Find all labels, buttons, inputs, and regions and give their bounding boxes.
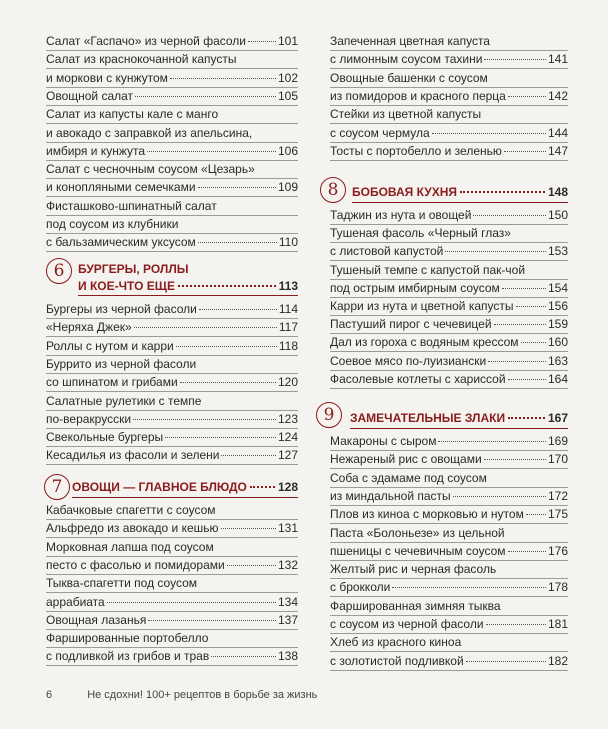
toc-entry-page: 131 [277,521,298,536]
toc-entry[interactable] [46,302,298,316]
toc-entry[interactable] [330,452,568,466]
row-divider [330,388,568,389]
toc-entry[interactable] [330,635,568,649]
toc-entry-text: Тосты с портобелло и зеленью [330,143,502,158]
row-divider [330,542,568,543]
toc-entry-text: Буррито из черной фасоли [46,356,197,371]
toc-entry-text: Кабачковые спагетти с соусом [46,503,216,517]
row-divider [330,160,568,161]
row-divider [46,142,298,143]
dot-leader [147,151,276,152]
row-divider [330,523,568,524]
chapter-title: ЗАМЕЧАТЕЛЬНЫЕ ЗЛАКИ [350,411,506,425]
chapter-page: 167 [547,411,568,425]
toc-entry-text: Желтый рис и черная фасоль [330,562,497,577]
toc-entry[interactable] [46,144,298,158]
toc-entry-page: 132 [277,557,298,572]
row-divider [46,105,298,106]
page-number: 6 [46,689,53,701]
toc-entry-text: с подливкой из грибов и трав [46,649,210,664]
chapter-rule [78,295,298,296]
toc-entry[interactable] [330,226,568,240]
row-divider [46,592,298,593]
chapter-rule [350,428,568,429]
dot-leader [453,496,546,497]
row-divider [330,333,568,334]
toc-entry[interactable] [330,52,568,66]
row-divider [46,336,298,337]
row-divider [330,224,568,225]
row-divider [330,68,568,69]
toc-entry-page: 150 [547,208,568,222]
chapter-title-cont: И КОЕ-ЧТО ЕЩЕ [78,279,175,293]
toc-entry[interactable] [46,89,298,103]
dot-leader [508,96,546,97]
toc-entry[interactable] [46,631,298,645]
toc-entry-text: Запеченная цветная капуста [330,34,490,48]
toc-entry-page: 141 [547,52,568,67]
toc-entry-page: 101 [277,34,298,48]
toc-entry-page: 138 [277,649,298,664]
toc-entry-text: с золотистой подливкой [330,653,464,668]
row-divider [330,105,568,106]
dot-leader [180,382,276,383]
dot-leader [248,41,276,42]
row-divider [46,446,298,447]
row-divider [46,537,298,538]
toc-entry-text: Овощные башенки с соусом [330,70,488,85]
toc-entry-page: 137 [277,612,298,627]
toc-entry-text: с соусом из черной фасоли [330,617,484,631]
row-divider [46,611,298,612]
toc-entry[interactable] [330,507,568,521]
dot-leader [199,309,277,310]
toc-entry[interactable] [46,576,298,590]
row-divider [330,50,568,51]
dot-leader [438,441,545,442]
dot-leader [227,565,276,566]
chapter-page: 148 [547,185,568,199]
dot-leader [484,459,546,460]
toc-entry-text: Паста «Болоньезе» из цельной [330,525,505,540]
row-divider [330,260,568,261]
toc-entry-text: с листовой капустой [330,244,444,259]
toc-entry-text: Хлеб из красного киноа [330,635,462,650]
toc-entry-text: Салат из капусты кале с манго [46,107,219,122]
toc-entry-text: Макароны с сыром [330,434,437,448]
toc-entry[interactable] [330,89,568,103]
row-divider [46,87,298,88]
toc-entry[interactable] [46,558,298,572]
toc-entry[interactable] [46,649,298,663]
dot-leader [165,437,276,438]
toc-entry[interactable] [46,126,298,140]
toc-entry[interactable] [46,540,298,554]
dot-leader [135,96,276,97]
dot-leader [508,417,545,419]
toc-entry-text: и конопляными семечками [46,180,196,195]
row-divider [46,50,298,51]
dot-leader [494,324,546,325]
chapter-title-line [72,480,298,494]
toc-entry-page: 169 [547,434,568,448]
dot-leader [107,602,276,603]
toc-entry[interactable] [330,263,568,277]
row-divider [46,556,298,557]
row-divider [46,178,298,179]
dot-leader [508,551,546,552]
row-divider [330,297,568,298]
toc-entry-text: Дал из гороха с водяным крессом [330,335,519,350]
toc-entry-text: под соусом из клубники [46,217,179,231]
toc-entry-page: 154 [547,280,568,295]
toc-entry[interactable] [46,34,298,48]
toc-entry-text: Салат с чесночным соусом «Цезарь» [46,162,255,177]
row-divider [46,464,298,465]
toc-entry-text: пшеницы с чечевичным соусом [330,543,506,558]
toc-entry[interactable] [46,339,298,353]
toc-entry[interactable] [46,448,298,462]
row-divider [46,215,298,216]
dot-leader [526,514,546,515]
chapter-number-badge: 7 [44,474,70,500]
dot-leader [504,151,546,152]
toc-entry[interactable] [46,613,298,627]
dot-leader [176,346,277,347]
dot-leader [432,133,546,134]
toc-entry-text: Фасолевые котлеты с хариссой [330,371,506,386]
row-divider [46,410,298,411]
toc-entry-text: Овощная лазанья [46,612,147,627]
toc-entry-text: Нежареный рис с овощами [330,452,482,467]
toc-entry-page: 170 [547,452,568,467]
toc-entry[interactable] [46,521,298,535]
row-divider [46,665,298,666]
toc-entry-text: Роллы с нутом и карри [46,338,174,353]
dot-leader [508,379,546,380]
toc-entry[interactable] [330,526,568,540]
chapter-page: 128 [277,480,298,494]
row-divider [330,142,568,143]
row-divider [46,373,298,374]
toc-entry[interactable] [46,71,298,85]
dot-leader [198,242,277,243]
toc-entry-page: 120 [277,375,298,390]
toc-entry-page: 147 [547,143,568,158]
chapter-title-line [352,185,568,199]
toc-entry[interactable] [330,471,568,485]
toc-entry[interactable] [46,107,298,121]
toc-entry-text: Тушеный темпе с капустой пак-чой [330,262,526,277]
dot-leader [134,327,277,328]
toc-entry-text: Свекольные бургеры [46,430,164,445]
chapter-number-badge: 9 [316,402,342,428]
toc-entry[interactable] [46,412,298,426]
toc-entry-text: аррабиата [46,594,105,609]
toc-entry-page: 144 [547,125,568,140]
toc-entry[interactable] [330,372,568,386]
toc-entry[interactable] [330,489,568,503]
toc-entry-text: с бальзамическим уксусом [46,235,196,250]
dot-leader [170,78,276,79]
row-divider [330,351,568,352]
toc-entry-text: по-веракрусски [46,411,132,426]
dot-leader [502,288,546,289]
row-divider [330,123,568,124]
toc-entry-page: 123 [277,411,298,426]
toc-entry-text: с брокколи [330,580,391,595]
dot-leader [460,191,545,193]
toc-entry-page: 164 [547,371,568,386]
chapter-page: 113 [278,279,298,293]
dot-leader [516,306,546,307]
toc-entry-text: Кесадилья из фасоли и зелени [46,448,220,463]
toc-entry-text: Плов из киноа с морковью и нутом [330,507,524,522]
toc-entry-text: Соевое мясо по-луизиански [330,353,487,368]
toc-entry-text: Тушеная фасоль «Черный глаз» [330,226,511,241]
toc-entry[interactable] [46,235,298,249]
row-divider [46,574,298,575]
toc-entry[interactable] [330,544,568,558]
toc-entry-text: Морковная лапша под соусом [46,539,214,554]
toc-entry[interactable] [46,394,298,408]
toc-entry-text: Карри из нута и цветной капусты [330,299,514,313]
toc-entry[interactable] [330,599,568,613]
toc-entry-page: 142 [547,88,568,103]
dot-leader [250,486,275,488]
row-divider [46,68,298,69]
toc-entry[interactable] [330,317,568,331]
dot-leader [133,419,276,420]
dot-leader [466,661,546,662]
toc-entry-text: Фаршированные портобелло [46,631,209,646]
toc-entry[interactable] [46,357,298,371]
row-divider [330,615,568,616]
toc-entry-page: 106 [277,143,298,158]
dot-leader [484,59,546,60]
toc-entry[interactable] [330,126,568,140]
toc-entry-page: 105 [277,88,298,103]
toc-entry[interactable] [330,281,568,295]
row-divider [330,670,568,671]
toc-entry-page: 181 [547,617,568,631]
toc-entry-text: с соусом чермула [330,125,430,140]
toc-entry[interactable] [330,654,568,668]
row-divider [46,251,298,252]
toc-entry-page: 160 [547,335,568,350]
toc-entry[interactable] [330,434,568,448]
chapter-title: ОВОЩИ — ГЛАВНОЕ БЛЮДО [72,480,247,494]
toc-entry[interactable] [330,208,568,222]
row-divider [330,468,568,469]
toc-entry-text: Овощной салат [46,88,134,103]
toc-entry-text: имбиря и кунжута [46,143,146,158]
toc-entry-page: 153 [547,244,568,259]
toc-entry-page: 176 [547,543,568,558]
chapter-rule [352,202,568,203]
row-divider [46,160,298,161]
dot-leader [445,251,546,252]
row-divider [330,560,568,561]
dot-leader [221,528,276,529]
toc-entry-page: 109 [277,180,298,195]
row-divider [330,651,568,652]
toc-entry-page: 156 [547,299,568,313]
row-divider [330,242,568,243]
toc-entry[interactable] [330,617,568,631]
toc-entry-text: Фисташково-шпинатный салат [46,198,217,213]
toc-entry-page: 182 [547,653,568,668]
toc-entry-page: 178 [547,580,568,595]
toc-entry-text: Таджин из нута и овощей [330,208,472,222]
chapter-title-line [78,279,298,293]
toc-entry-page: 118 [278,338,298,353]
toc-entry-text: и моркови с кунжутом [46,70,168,85]
row-divider [46,123,298,124]
toc-entry-text: Пастуший пирог с чечевицей [330,317,492,332]
row-divider [46,629,298,630]
dot-leader [521,342,546,343]
toc-entry-text: Салат «Гаспачо» из черной фасоли [46,34,247,48]
row-divider [46,391,298,392]
toc-entry[interactable] [330,71,568,85]
dot-leader [198,187,276,188]
toc-entry-text: Бургеры из черной фасоли [46,302,197,316]
chapter-number-badge: 8 [320,177,346,203]
row-divider [330,87,568,88]
toc-entry-page: 159 [547,317,568,332]
row-divider [46,647,298,648]
row-divider [46,355,298,356]
toc-entry[interactable] [46,595,298,609]
row-divider [46,233,298,234]
toc-entry-text: Соба с эдамаме под соусом [330,470,487,485]
dot-leader [473,215,546,216]
dot-leader [486,624,546,625]
toc-entry-text: Фаршированная зимняя тыква [330,598,501,613]
toc-entry[interactable] [46,180,298,194]
chapter-rule [72,497,298,498]
toc-entry-text: песто с фасолью и помидорами [46,557,225,572]
chapter-title-line [350,411,568,425]
toc-entry[interactable] [46,199,298,213]
dot-leader [488,361,546,362]
toc-entry-page: 134 [277,594,298,609]
toc-entry[interactable] [330,299,568,313]
row-divider [330,505,568,506]
dot-leader [211,656,276,657]
toc-entry-page: 114 [278,302,298,316]
row-divider [330,596,568,597]
chapter-title: БОБОВАЯ КУХНЯ [352,185,457,199]
row-divider [330,370,568,371]
toc-entry-text: Стейки из цветной капусты [330,107,482,122]
row-divider [330,450,568,451]
row-divider [330,487,568,488]
toc-entry-page: 102 [277,70,298,85]
toc-entry-page: 124 [277,430,298,445]
toc-entry-page: 172 [547,488,568,503]
row-divider [330,633,568,634]
row-divider [46,196,298,197]
row-divider [330,279,568,280]
dot-leader [221,455,275,456]
toc-entry-text: «Неряха Джек» [46,320,132,335]
toc-entry-text: под острым имбирным соусом [330,280,500,295]
toc-entry[interactable] [46,503,298,517]
toc-entry[interactable] [330,34,568,48]
toc-entry-text: со шпинатом и грибами [46,375,178,390]
page-footer [46,689,317,701]
chapter-title: БУРГЕРЫ, РОЛЛЫ [78,262,189,276]
toc-entry-text: Салатные рулетики с темпе [46,393,202,408]
toc-entry-page: 110 [278,235,298,250]
toc-entry-text: с лимонным соусом тахини [330,52,483,67]
book-title: Не сдохни! 100+ рецептов в борьбе за жизнь [87,689,318,701]
toc-entry[interactable] [330,107,568,121]
toc-entry[interactable] [330,144,568,158]
toc-entry[interactable] [330,244,568,258]
toc-entry[interactable] [330,335,568,349]
toc-entry-page: 163 [547,353,568,368]
toc-entry-page: 127 [277,448,298,463]
row-divider [46,519,298,520]
row-divider [46,428,298,429]
toc-entry-page: 117 [278,320,298,335]
toc-entry-text: и авокадо с заправкой из апельсина, [46,125,253,140]
row-divider [330,578,568,579]
dot-leader [148,620,276,621]
toc-entry[interactable] [46,375,298,389]
toc-entry-text: Тыква-спагетти под соусом [46,576,198,591]
dot-leader [392,587,546,588]
toc-entry-text: Альфредо из авокадо и кешью [46,521,219,536]
toc-entry[interactable] [46,217,298,231]
toc-entry[interactable] [46,320,298,334]
toc-entry-text: Салат из краснокочанной капусты [46,52,237,67]
toc-entry-text: из миндальной пасты [330,488,451,503]
row-divider [46,318,298,319]
toc-entry[interactable] [330,562,568,576]
toc-entry-page: 175 [547,507,568,522]
toc-entry[interactable] [330,580,568,594]
dot-leader [178,285,276,287]
toc-entry[interactable] [330,354,568,368]
toc-entry-text: из помидоров и красного перца [330,88,506,103]
toc-entry[interactable] [46,162,298,176]
chapter-number-badge: 6 [46,258,72,284]
row-divider [330,315,568,316]
toc-entry[interactable] [46,52,298,66]
toc-entry[interactable] [46,430,298,444]
